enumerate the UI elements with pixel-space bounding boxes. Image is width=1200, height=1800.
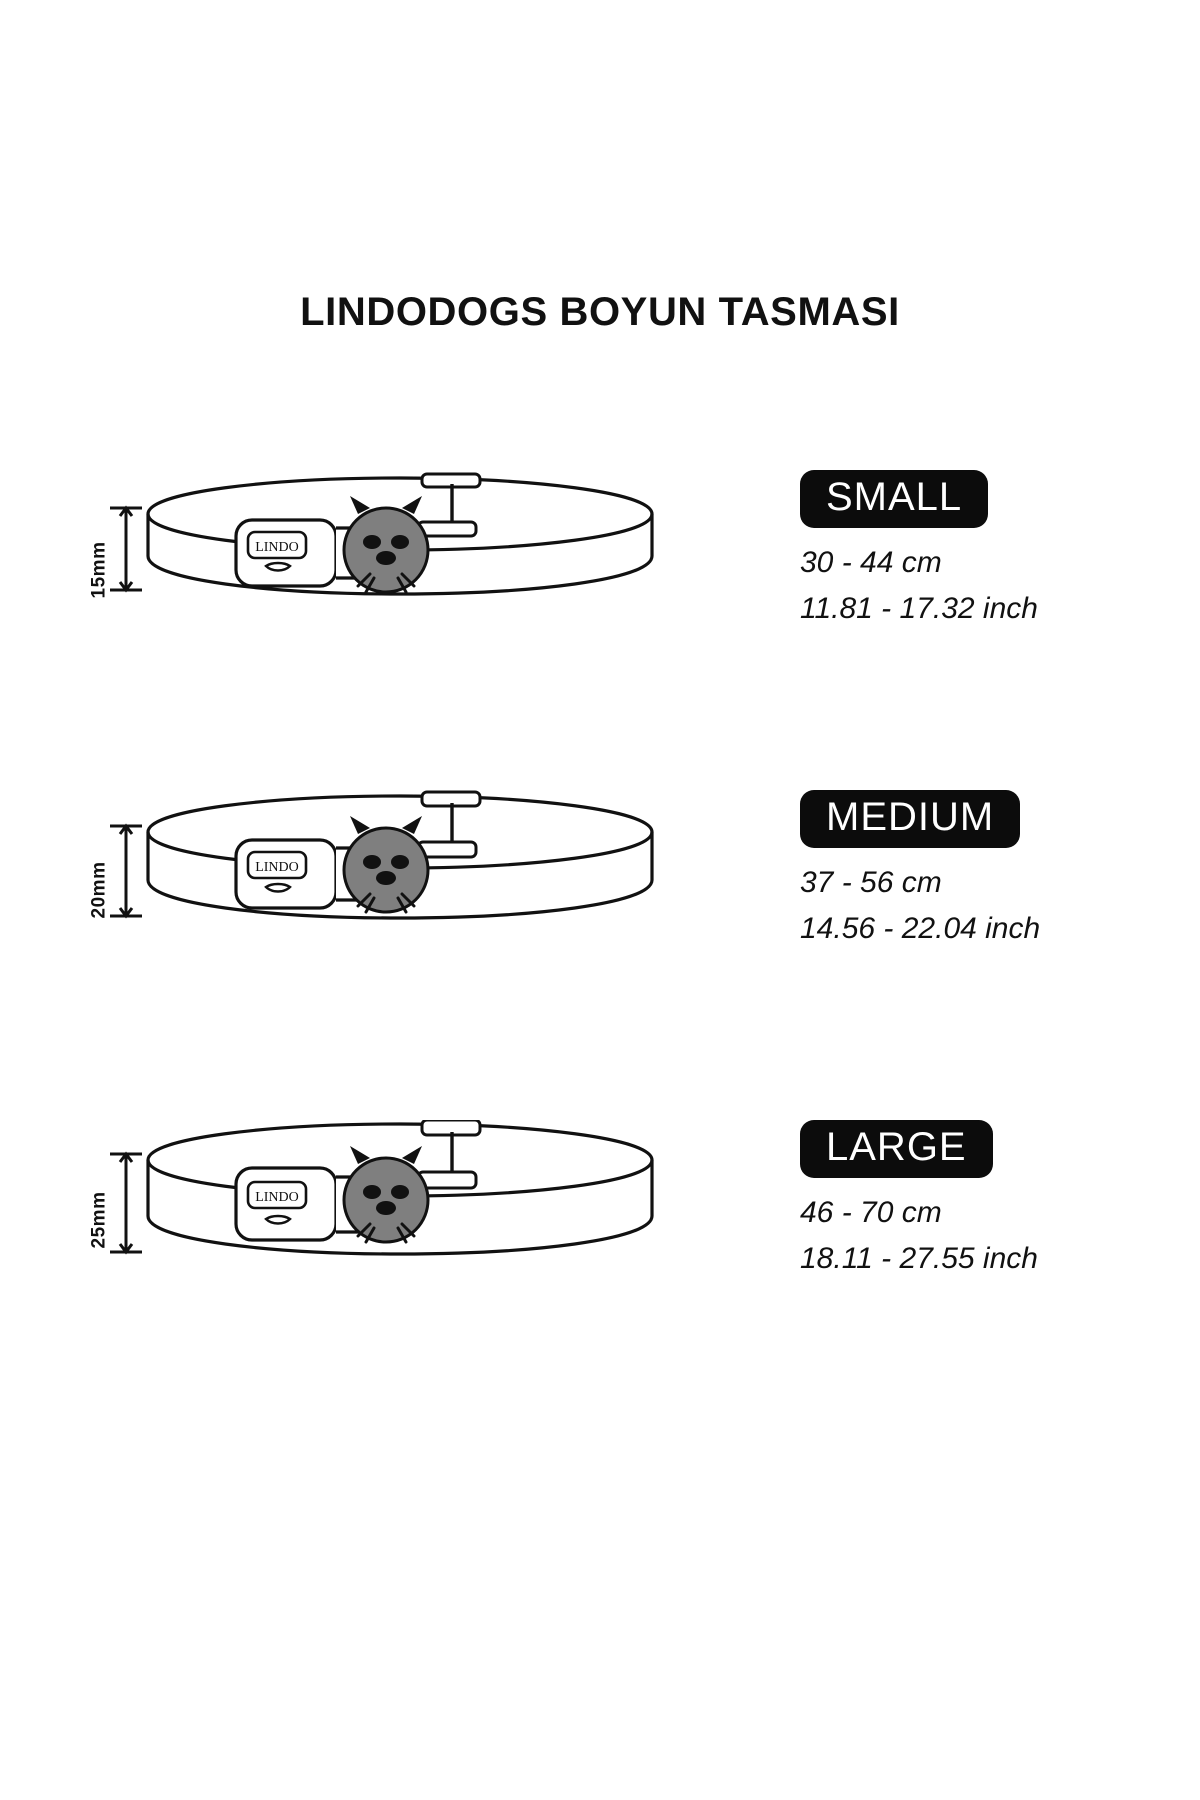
dog-face-charm-icon [344,1146,428,1242]
dimension-arrow-icon [110,1154,142,1252]
collar-illustration-medium [70,790,710,1030]
size-badge-medium: MEDIUM [800,790,1020,848]
width-dimension-label: 25mm [88,1191,110,1249]
size-badge-large: LARGE [800,1120,993,1178]
width-dimension-large [84,1160,114,1280]
size-range-inch-large: 18.11 - 27.55 inch [800,1242,1038,1275]
dog-collar-icon [70,470,710,710]
size-range-cm-small: 30 - 44 cm [800,546,942,579]
dog-collar-icon [70,790,710,1030]
size-row-large [0,1120,1200,1420]
width-dimension-label: 20mm [88,861,110,919]
dimension-arrow-icon [110,508,142,590]
size-info-small [800,470,1160,626]
size-range-inch-small: 11.81 - 17.32 inch [800,592,1038,625]
dog-collar-icon [70,1120,710,1360]
width-dimension-medium [84,830,114,950]
width-dimension-small [84,510,114,630]
collar-illustration-small [70,470,710,710]
size-range-inch-medium: 14.56 - 22.04 inch [800,912,1041,945]
size-range-cm-large: 46 - 70 cm [800,1196,942,1229]
size-info-medium [800,790,1160,946]
page-title: LINDODOGS BOYUN TASMASI [300,290,900,334]
collar-illustration-large [70,1120,710,1360]
size-row-medium [0,790,1200,1090]
dog-face-charm-icon [344,496,428,592]
size-row-small [0,470,1200,770]
size-badge-small: SMALL [800,470,988,528]
slider-loop [418,522,476,536]
buckle-brand-text: LINDO [255,540,299,555]
size-info-large [800,1120,1160,1276]
size-range-cm-medium: 37 - 56 cm [800,866,942,899]
buckle-brand-text: LINDO [255,1190,299,1205]
buckle-brand-text: LINDO [255,860,299,875]
width-dimension-label: 15mm [88,541,110,599]
dog-face-charm-icon [344,816,428,912]
dimension-arrow-icon [110,826,142,916]
